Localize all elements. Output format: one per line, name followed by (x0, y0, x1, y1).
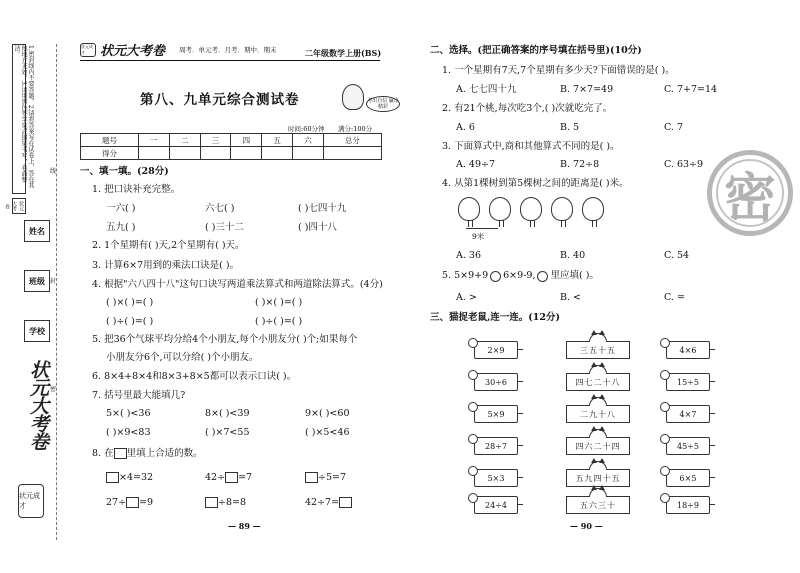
cat-label: 二九十八 (580, 409, 616, 419)
option[interactable]: A. 49÷7 (456, 159, 495, 170)
tree-icon (489, 197, 511, 221)
cat-card[interactable] (566, 437, 630, 455)
mouse-label: 30÷6 (485, 377, 507, 387)
option[interactable]: C. 63÷9 (664, 159, 704, 170)
option[interactable]: B. 7×7=49 (560, 84, 614, 95)
mouse-card-left[interactable] (474, 341, 518, 359)
score-table-row (81, 134, 382, 147)
equation-text: 42÷7= (305, 497, 340, 508)
inequality-blank[interactable]: ( )×9<83 (106, 427, 151, 438)
cat-card[interactable] (566, 341, 630, 359)
score-input[interactable] (262, 147, 293, 160)
option[interactable]: A. 七七四十九 (456, 84, 517, 95)
distance-label: 9米 (472, 232, 485, 241)
circle-icon (537, 271, 548, 282)
question-1-5-line1[interactable]: 5. 把36个气球平均分给4个小朋友,每个小朋友分( )个;如果每个 (92, 334, 358, 345)
box-equation (205, 497, 246, 509)
score-cell: 一 (139, 134, 170, 147)
exam-full-score: 满分:100分 (338, 125, 373, 133)
mouse-card-right[interactable] (666, 437, 710, 455)
option[interactable]: C. 54 (664, 250, 690, 261)
strip-badge: 状元大考卷 (12, 198, 26, 214)
score-input[interactable] (323, 147, 381, 160)
fill-item[interactable]: ( )四十八 (298, 222, 337, 233)
class-field[interactable] (24, 270, 50, 292)
box-equation (106, 472, 153, 484)
question-1-2[interactable]: 2. 1个星期有( )天,2个星期有( )天。 (92, 240, 245, 251)
answer-box[interactable] (305, 472, 318, 483)
option[interactable]: B. 72÷8 (560, 159, 600, 170)
instruction-text: 1.密封线内不要答题。2.请将答案写在试卷上，答在其他地方无效。3.请用黑色签字笔或钢笔书写，卷面整洁。 (13, 45, 34, 189)
equation-blank[interactable]: ( )÷( )=( ) (106, 316, 154, 327)
mouse-card-right[interactable] (666, 405, 710, 423)
brand-logo-vertical: 状元大考卷 (27, 360, 49, 450)
score-input[interactable] (139, 147, 170, 160)
cat-card[interactable] (566, 405, 630, 423)
binding-strip (4, 44, 60, 540)
option[interactable]: A. 36 (456, 250, 481, 261)
distance-marker (466, 228, 498, 229)
q5-mid: 6×9-9, (503, 270, 536, 281)
inequality-blank[interactable]: 9×( )<60 (305, 408, 350, 419)
option[interactable]: B. 5 (560, 122, 580, 133)
question-1-7: 7. 括号里最大能填几? (92, 390, 186, 401)
inequality-blank[interactable]: 8×( )<39 (205, 408, 250, 419)
brand-badge: 状元成才 (80, 43, 96, 57)
mouse-card-right[interactable] (666, 496, 710, 514)
mouse-card-right[interactable] (666, 469, 710, 487)
cat-label: 四七二十八 (575, 377, 621, 387)
score-cell: 四 (231, 134, 262, 147)
mouse-label: 2×9 (487, 345, 505, 355)
box-equation (305, 472, 346, 484)
question-1-8 (92, 448, 203, 460)
equation-text: ÷8=8 (218, 497, 247, 508)
mouse-label: 28÷7 (485, 441, 507, 451)
score-input[interactable] (231, 147, 262, 160)
instruction-box (12, 44, 34, 194)
equation-text: =9 (139, 497, 154, 508)
score-table (80, 133, 382, 160)
mouse-label: 18÷9 (677, 500, 699, 510)
header-rule (80, 60, 380, 61)
mouse-label: 15÷5 (677, 377, 699, 387)
score-cell: 五 (262, 134, 293, 147)
box-equation (205, 472, 252, 484)
box-equation (106, 497, 153, 509)
equation-text: ×4=32 (119, 472, 154, 483)
answer-box[interactable] (114, 448, 127, 459)
score-cell: 六 (293, 134, 324, 147)
answer-box[interactable] (205, 497, 218, 508)
brand-badge-logo: 状元成才 (18, 484, 44, 518)
brand-title: 状元大考卷 (100, 44, 166, 59)
answer-box[interactable] (225, 472, 238, 483)
score-input[interactable] (200, 147, 231, 160)
option[interactable]: B. < (560, 292, 581, 303)
page-header (80, 40, 277, 59)
option[interactable]: A. 6 (456, 122, 475, 133)
mouse-label: 5×9 (487, 409, 505, 419)
mouse-card-left[interactable] (474, 469, 518, 487)
name-label: 姓名 (29, 225, 45, 236)
section-3-heading: 三、猫捉老鼠,连一连。(12分) (430, 312, 561, 323)
cat-card[interactable] (566, 496, 630, 514)
tree-icon (582, 197, 604, 221)
question-1-6[interactable]: 6. 8×4+8×4和8×3+8×5都可以表示口诀( )。 (92, 371, 297, 382)
cat-label: 三五十五 (580, 345, 616, 355)
score-input[interactable] (169, 147, 200, 160)
exam-time: 时间:60分钟 (288, 125, 325, 133)
option[interactable]: B. 40 (560, 250, 586, 261)
page-number-right: — 90 — (570, 521, 603, 531)
option[interactable]: C. = (664, 292, 685, 303)
mouse-label: 4×7 (679, 409, 697, 419)
page-number-left: — 89 — (228, 521, 261, 531)
mouse-card-left[interactable] (474, 437, 518, 455)
question-1-3[interactable]: 3. 计算6×7用到的乘法口诀是( )。 (92, 260, 240, 271)
circle-blank[interactable] (490, 271, 501, 282)
q5-left: 5. 5×9+9 (442, 270, 489, 281)
fill-item[interactable]: 六七( ) (205, 203, 235, 214)
seal-char: 封 (50, 278, 57, 285)
seal-char: 线 (50, 168, 57, 175)
mouse-label: 45÷5 (677, 441, 699, 451)
fill-item[interactable]: ( )三十二 (205, 222, 244, 233)
score-cell: 三 (200, 134, 231, 147)
equation-text: ÷5=7 (318, 472, 347, 483)
option[interactable]: A. > (456, 292, 477, 303)
score-cell: 总分 (323, 134, 381, 147)
exam-title: 第八、九单元综合测试卷 (140, 92, 300, 108)
equation-text: 27÷ (106, 497, 127, 508)
header-subtitle: 周考．单元考．月考．期中．期末 (179, 46, 277, 54)
tree-icon (458, 197, 480, 221)
fill-item[interactable]: 五九( ) (106, 222, 136, 233)
tree-icon (520, 197, 542, 221)
box-equation (305, 497, 352, 509)
grade-info: 二年级数学上册(BS) (305, 48, 382, 58)
score-cell: 二 (169, 134, 200, 147)
seal-char: 密 (50, 386, 57, 393)
fill-item[interactable]: 一六( ) (106, 203, 136, 214)
cat-card[interactable] (566, 469, 630, 487)
score-cell: 题号 (81, 134, 139, 147)
fill-item[interactable]: ( )七四十九 (298, 203, 347, 214)
answer-box[interactable] (126, 497, 139, 508)
equation-blank[interactable]: ( )×( )=( ) (255, 297, 303, 308)
mouse-label: 6×5 (679, 473, 697, 483)
mouse-card-right[interactable] (666, 341, 710, 359)
mouse-card-left[interactable] (474, 373, 518, 391)
mascot-icon (342, 84, 364, 110)
question-2-4[interactable]: 4. 从第1棵树到第5棵树之间的距离是( )米。 (442, 178, 629, 189)
confidential-stamp: 密 (707, 150, 793, 236)
answer-box[interactable] (339, 497, 352, 508)
mouse-label: 5×3 (487, 473, 505, 483)
trees-illustration (458, 197, 604, 221)
answer-box[interactable] (106, 472, 119, 483)
name-field[interactable] (24, 220, 50, 242)
mouse-label: 4×6 (679, 345, 697, 355)
mouse-card-left[interactable] (474, 496, 518, 514)
tree-icon (551, 197, 573, 221)
equation-text: 42÷ (205, 472, 226, 483)
class-label: 班级 (29, 275, 45, 286)
school-field[interactable] (24, 320, 50, 342)
option[interactable]: C. 7 (664, 122, 684, 133)
mouse-card-right[interactable] (666, 373, 710, 391)
question-2-5 (442, 270, 599, 282)
inequality-blank[interactable]: ( )×5<46 (305, 427, 350, 438)
question-1-1: 1. 把口诀补充完整。 (92, 184, 181, 195)
question-1-4: 4. 根据"六八四十八"这句口诀写两道乘法算式和两道除法算式。(4分) (92, 279, 383, 290)
question-1-8-prefix: 8. 在 (92, 448, 114, 459)
slogan-badge: 考出自信 赢出精彩 (367, 98, 399, 110)
inequality-blank[interactable]: 5×( )<36 (106, 408, 151, 419)
equation-blank[interactable]: ( )×( )=( ) (106, 297, 154, 308)
mouse-label: 24÷4 (485, 500, 507, 510)
section-1-heading: 一、填一填。(28分) (80, 166, 169, 177)
q5-end[interactable]: 里应填( )。 (550, 270, 599, 281)
equation-blank[interactable]: ( )÷( )=( ) (255, 316, 303, 327)
school-label: 学校 (29, 325, 45, 336)
cat-label: 五九四十五 (575, 473, 621, 483)
score-input[interactable] (293, 147, 324, 160)
question-1-8-text: 里填上合适的数。 (126, 448, 203, 459)
equation-text: =7 (238, 472, 253, 483)
question-2-3[interactable]: 3. 下面算式中,商和其他算式不同的是( )。 (442, 141, 620, 152)
mouse-card-left[interactable] (474, 405, 518, 423)
cat-label: 五六三十 (580, 500, 616, 510)
question-2-1[interactable]: 1. 一个星期有7天,7个星期有多少天?下面错误的是( )。 (442, 65, 675, 76)
section-2-heading: 二、选择。(把正确答案的序号填在括号里)(10分) (430, 45, 642, 56)
question-1-5-line2[interactable]: 小朋友分6个,可以分给( )个小朋友。 (106, 352, 259, 363)
inequality-blank[interactable]: ( )×7<55 (205, 427, 250, 438)
seal-line (56, 44, 57, 540)
question-2-2[interactable]: 2. 有21个桃,每次吃3个,( )次就吃完了。 (442, 103, 613, 114)
score-cell: 得分 (81, 147, 139, 160)
option[interactable]: C. 7+7=14 (664, 84, 718, 95)
cat-card[interactable] (566, 373, 630, 391)
cat-label: 四六二十四 (575, 441, 621, 451)
score-table-row (81, 147, 382, 160)
